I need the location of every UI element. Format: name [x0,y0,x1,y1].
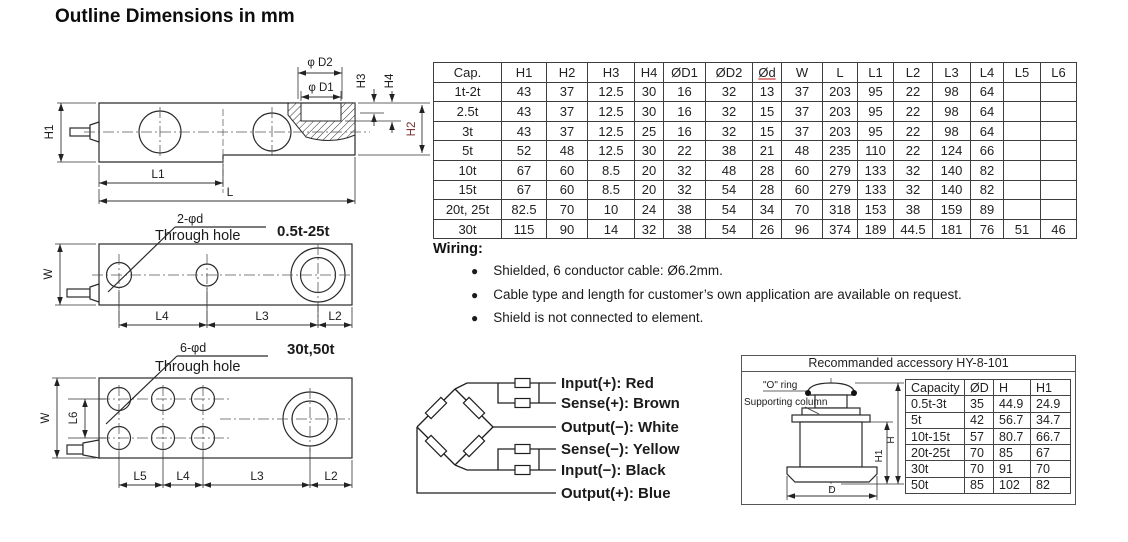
table-row [906,477,1071,493]
table-row [434,219,1077,239]
table-cell: 50t [906,477,965,493]
table-cell: 54 [706,180,753,200]
label-l4: L4 [155,309,169,323]
table-cell: 42 [965,412,994,428]
table-cell: 56.7 [994,412,1031,428]
table-cell [1041,82,1077,102]
header-row [906,380,1071,396]
beam-outline [70,103,355,162]
table-cell: 54 [706,200,753,220]
label-h: H [886,436,897,444]
table-cell: 38 [706,141,753,161]
table-cell: 48 [706,160,753,180]
table-cell: 32 [706,82,753,102]
table-cell: 235 [823,141,858,161]
table-cell: 0.5t-3t [906,396,965,412]
table-cell: 38 [664,219,706,239]
resistor [425,435,446,456]
resistor [463,397,484,418]
table-cell: 159 [933,200,971,220]
table-cell: 66 [971,141,1004,161]
table-cell: 98 [933,82,971,102]
table-cell: 189 [858,219,894,239]
table-cell: 43 [502,82,547,102]
table-cell: 82 [971,160,1004,180]
table-cell [1004,200,1041,220]
table-cell: 60 [782,180,823,200]
table-cell: 24 [635,200,664,220]
bridge-wires [417,383,556,493]
table-cell: 140 [933,160,971,180]
column-header: L1 [858,63,894,83]
label-l6: L6 [68,411,80,425]
compensation-resistor [515,466,530,475]
table-cell: 96 [782,219,823,239]
capacity-range: 30t,50t [287,341,335,358]
table-cell [1041,102,1077,122]
beam-outline [67,244,352,305]
label-l: L [226,185,234,199]
table-cell: 70 [1031,461,1071,477]
table-row [434,160,1077,180]
table-cell: 12.5 [588,121,635,141]
table-cell: 28 [753,180,782,200]
label-phi-d1: φ D1 [308,82,334,94]
list-item [433,287,1113,302]
table-cell: 91 [994,461,1031,477]
label-h3: H3 [356,73,368,89]
table-cell [1041,141,1077,161]
table-cell: 32 [706,121,753,141]
wiring-heading: Wiring: [433,241,483,257]
column-header: ØD2 [706,63,753,83]
column-header: H1 [502,63,547,83]
table-cell: 25 [635,121,664,141]
column-header: ØD1 [664,63,706,83]
table-cell: 37 [782,121,823,141]
table-cell: 13 [753,82,782,102]
label-d: D [828,485,836,496]
table-cell: 60 [547,160,588,180]
wire-label-input-plus: Input(+): Red [561,375,654,392]
table-cell: 70 [965,445,994,461]
label-l1: L1 [151,167,165,181]
table-cell: 82.5 [502,200,547,220]
table-cell: 318 [823,200,858,220]
wire-label-input-minus: Input(−): Black [561,462,666,479]
table-row [906,461,1071,477]
table-cell: 10 [588,200,635,220]
label-l5: L5 [133,469,147,483]
side-view-drawing [40,55,445,205]
top-view-small-drawing [40,208,445,348]
table-cell: 24.9 [1031,396,1071,412]
table-cell [1041,200,1077,220]
table-cell: 70 [965,461,994,477]
table-cell: 22 [894,141,933,161]
table-cell: 60 [547,180,588,200]
o-ring-label: "O" ring [763,380,798,391]
table-cell: 5t [906,412,965,428]
table-cell: 95 [858,102,894,122]
header-row [434,63,1077,83]
column-header: Ød [753,63,782,83]
bullet-icon: ● [471,287,479,302]
table-row [434,180,1077,200]
table-row [434,141,1077,161]
top-view-large-drawing [40,338,445,498]
table-cell: 32 [894,180,933,200]
table-cell: 203 [823,102,858,122]
accessory-table [905,379,1071,494]
table-cell: 44.9 [994,396,1031,412]
table-cell: 67 [502,180,547,200]
table-cell: 70 [782,200,823,220]
table-cell: 67 [1031,445,1071,461]
table-cell: 66.7 [1031,428,1071,444]
resistor [425,397,446,418]
table-cell: 16 [664,82,706,102]
table-cell: 12.5 [588,102,635,122]
table-cell: 38 [894,200,933,220]
table-cell: 70 [547,200,588,220]
label-w: W [40,412,52,424]
table-cell: 32 [664,180,706,200]
table-cell: 32 [664,160,706,180]
table-cell [1041,160,1077,180]
table-cell: 28 [753,160,782,180]
table-cell: 374 [823,219,858,239]
hole-callout-qty: 2-φd [177,212,204,226]
table-cell: 10t [434,160,502,180]
label-l3: L3 [250,469,264,483]
label-h4: H4 [384,73,396,89]
table-cell: 34.7 [1031,412,1071,428]
table-cell: 37 [782,102,823,122]
table-cell: 85 [994,445,1031,461]
column-header: H4 [635,63,664,83]
label-phi-d2: φ D2 [307,57,333,69]
table-cell: 21 [753,141,782,161]
table-cell: 30 [635,141,664,161]
wiring-section [433,241,1113,334]
accessory-drawing [741,370,911,504]
label-h2: H2 [406,121,418,137]
table-cell [1004,180,1041,200]
table-cell: 20 [635,160,664,180]
column-header: H [994,380,1031,396]
list-item [433,310,1113,325]
table-cell: 16 [664,102,706,122]
table-cell: 89 [971,200,1004,220]
compensation-resistor [515,379,530,388]
table-cell: 98 [933,121,971,141]
table-cell: 37 [547,121,588,141]
wire-label-sense-plus: Sense(+): Brown [561,395,680,412]
table-cell [1004,121,1041,141]
table-cell: 22 [664,141,706,161]
column-header: Cap. [434,63,502,83]
table-cell: 153 [858,200,894,220]
table-cell: 43 [502,121,547,141]
table-cell: 3t [434,121,502,141]
wire-labels [561,375,680,502]
table-cell: 32 [635,219,664,239]
table-cell: 82 [1031,477,1071,493]
table-cell: 279 [823,160,858,180]
page-title: Outline Dimensions in mm [55,6,295,27]
wiring-note: Cable type and length for customer’s own application are available on request. [493,286,962,302]
table-cell: 30t [434,219,502,239]
table-cell: 20t, 25t [434,200,502,220]
column-outline [787,378,877,492]
resistor [463,435,484,456]
table-cell: 133 [858,180,894,200]
column-header: W [782,63,823,83]
table-cell: 64 [971,102,1004,122]
table-cell: 8.5 [588,180,635,200]
table-cell: 67 [502,160,547,180]
column-header: L6 [1041,63,1077,83]
table-cell: 64 [971,121,1004,141]
table-cell: 8.5 [588,160,635,180]
table-row [434,121,1077,141]
table-cell: 37 [782,82,823,102]
wiring-note: Shield is not connected to element. [493,310,704,325]
table-cell: 98 [933,102,971,122]
bridge-diagram [415,360,745,520]
wire-label-sense-minus: Sense(−): Yellow [561,441,680,458]
table-cell [1004,141,1041,161]
table-cell: 44.5 [894,219,933,239]
table-cell: 15 [753,102,782,122]
table-cell: 52 [502,141,547,161]
label-l4: L4 [176,469,190,483]
table-cell: 181 [933,219,971,239]
column-header: H3 [588,63,635,83]
table-row [434,102,1077,122]
table-cell: 48 [782,141,823,161]
table-cell: 37 [547,102,588,122]
table-cell: 15t [434,180,502,200]
accessory-title: Recommanded accessory HY-8-101 [742,356,1075,372]
table-cell: 16 [664,121,706,141]
label-l2: L2 [328,309,342,323]
table-cell: 46 [1041,219,1077,239]
table-cell: 48 [547,141,588,161]
table-cell: 2.5t [434,102,502,122]
table-cell: 124 [933,141,971,161]
table-cell: 26 [753,219,782,239]
wire-label-output-plus: Output(+): Blue [561,485,671,502]
table-cell: 90 [547,219,588,239]
table-row [906,428,1071,444]
label-l2: L2 [324,469,338,483]
cable [67,289,90,297]
table-cell: 80.7 [994,428,1031,444]
table-cell: 32 [706,102,753,122]
wiring-bullet-list [433,263,1113,325]
column-header: L3 [933,63,971,83]
table-cell [1041,121,1077,141]
dimensions-table [433,62,1077,239]
list-item [433,263,1113,278]
column-header: H2 [547,63,588,83]
compensation-resistor [515,399,530,408]
table-cell: 30 [635,82,664,102]
supporting-column-label: Supporting column [744,397,828,408]
bullet-icon: ● [471,264,479,278]
table-cell: 34 [753,200,782,220]
column-header: Capacity [906,380,965,396]
table-cell: 1t-2t [434,82,502,102]
table-cell: 133 [858,160,894,180]
table-cell: 60 [782,160,823,180]
table-cell: 20 [635,180,664,200]
column-header: ØD [965,380,994,396]
table-cell: 54 [706,219,753,239]
label-w: W [43,268,55,280]
table-row [434,82,1077,102]
label-h1: H1 [874,449,885,463]
capacity-range: 0.5t-25t [277,223,330,240]
label-l3: L3 [255,309,269,323]
table-cell: 15 [753,121,782,141]
table-cell: 22 [894,121,933,141]
table-cell: 14 [588,219,635,239]
compensation-resistor [515,445,530,454]
table-row [906,445,1071,461]
table-cell: 140 [933,180,971,200]
table-cell: 12.5 [588,82,635,102]
table-cell: 279 [823,180,858,200]
table-cell: 5t [434,141,502,161]
label-h1: H1 [44,124,56,140]
column-header: L [823,63,858,83]
table-cell: 64 [971,82,1004,102]
table-row [906,412,1071,428]
table-cell: 110 [858,141,894,161]
table-cell: 30 [635,102,664,122]
table-cell: 203 [823,121,858,141]
table-cell: 30t [906,461,965,477]
o-ring [851,390,857,396]
table-cell: 82 [971,180,1004,200]
table-cell: 57 [965,428,994,444]
table-cell: 95 [858,121,894,141]
wiring-note: Shielded, 6 conductor cable: Ø6.2mm. [493,263,723,278]
table-cell: 203 [823,82,858,102]
table-cell: 85 [965,477,994,493]
table-cell: 95 [858,82,894,102]
table-cell: 22 [894,102,933,122]
table-cell [1041,180,1077,200]
cable [67,445,83,454]
table-cell: 22 [894,82,933,102]
table-cell: 51 [1004,219,1041,239]
table-cell: 102 [994,477,1031,493]
table-cell [1004,82,1041,102]
table-cell: 38 [664,200,706,220]
column-header: L5 [1004,63,1041,83]
hole-callout: Through hole [155,359,241,375]
table-cell: 115 [502,219,547,239]
column-header: L4 [971,63,1004,83]
table-cell: 76 [971,219,1004,239]
table-cell: 32 [894,160,933,180]
table-cell: 43 [502,102,547,122]
table-cell: 20t-25t [906,445,965,461]
table-cell [1004,102,1041,122]
table-cell: 37 [547,82,588,102]
hole-callout: Through hole [155,228,241,244]
bullet-icon: ● [471,311,479,325]
hole-callout-qty: 6-φd [180,341,207,355]
column-header: H1 [1031,380,1071,396]
table-row [434,200,1077,220]
table-cell: 12.5 [588,141,635,161]
table-cell: 10t-15t [906,428,965,444]
wire-label-output-minus: Output(−): White [561,419,679,436]
beam-outline [67,378,352,458]
table-cell: 35 [965,396,994,412]
table-row [906,396,1071,412]
table-cell [1004,160,1041,180]
column-header: L2 [894,63,933,83]
